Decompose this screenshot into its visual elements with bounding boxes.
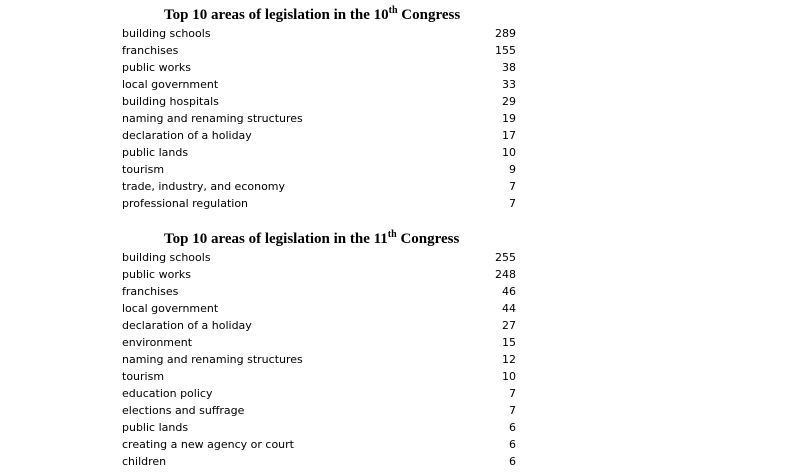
congress-10-title <box>120 5 520 25</box>
area-label: environment <box>122 336 193 349</box>
list-item <box>120 144 520 161</box>
list-item <box>120 283 520 300</box>
list-item <box>120 93 520 110</box>
area-label: building schools <box>122 251 211 264</box>
bill-count: 155 <box>495 44 516 57</box>
bill-count: 27 <box>502 319 516 332</box>
bill-count: 10 <box>502 370 516 383</box>
bill-count: 7 <box>509 180 516 193</box>
list-item <box>120 249 520 266</box>
list-item <box>120 385 520 402</box>
bill-count: 255 <box>495 251 516 264</box>
area-label: tourism <box>122 163 165 176</box>
area-label: franchises <box>122 44 179 57</box>
list-item <box>120 110 520 127</box>
bill-count: 6 <box>509 455 516 468</box>
bill-count: 289 <box>495 27 516 40</box>
area-label: public works <box>122 61 191 74</box>
bill-count: 6 <box>509 438 516 451</box>
list-item <box>120 127 520 144</box>
area-label: children <box>122 455 167 468</box>
list-item <box>120 195 520 212</box>
list-item <box>120 334 520 351</box>
bill-count: 19 <box>502 112 516 125</box>
bill-count: 15 <box>502 336 516 349</box>
bill-count: 7 <box>509 404 516 417</box>
congress-11-list <box>120 249 520 470</box>
bill-count: 7 <box>509 197 516 210</box>
congress-11-title-sup: th <box>387 229 397 240</box>
bill-count: 33 <box>502 78 516 91</box>
area-label: local government <box>122 78 219 91</box>
congress-11-section <box>120 229 520 470</box>
congress-11-title-suffix: Congress <box>396 231 460 247</box>
list-item <box>120 59 520 76</box>
list-item <box>120 178 520 195</box>
congress-10-title-sup: th <box>388 5 398 16</box>
list-item <box>120 317 520 334</box>
list-item <box>120 266 520 283</box>
area-label: local government <box>122 302 219 315</box>
area-label: building hospitals <box>122 95 219 108</box>
list-item <box>120 76 520 93</box>
bill-count: 248 <box>495 268 516 281</box>
congress-10-section <box>120 5 520 212</box>
area-label: tourism <box>122 370 165 383</box>
list-item <box>120 161 520 178</box>
bill-count: 6 <box>509 421 516 434</box>
area-label: elections and suffrage <box>122 404 245 417</box>
congress-10-title-suffix: Congress <box>397 7 461 23</box>
bill-count: 17 <box>502 129 516 142</box>
area-label: professional regulation <box>122 197 249 210</box>
congress-10-list <box>120 25 520 212</box>
area-label: naming and renaming structures <box>122 353 303 366</box>
area-label: public lands <box>122 146 189 159</box>
list-item <box>120 402 520 419</box>
bill-count: 7 <box>509 387 516 400</box>
congress-11-title <box>120 229 520 249</box>
list-item <box>120 25 520 42</box>
list-item <box>120 368 520 385</box>
bill-count: 38 <box>502 61 516 74</box>
list-item <box>120 419 520 436</box>
congress-11-title-prefix: Top 10 areas of legislation in the 11 <box>164 231 388 247</box>
area-label: public works <box>122 268 191 281</box>
area-label: building schools <box>122 27 211 40</box>
list-item <box>120 436 520 453</box>
bill-count: 12 <box>502 353 516 366</box>
bill-count: 46 <box>502 285 516 298</box>
list-item <box>120 453 520 470</box>
bill-count: 29 <box>502 95 516 108</box>
area-label: public lands <box>122 421 189 434</box>
list-item <box>120 351 520 368</box>
bill-count: 9 <box>509 163 516 176</box>
area-label: naming and renaming structures <box>122 112 303 125</box>
area-label: franchises <box>122 285 179 298</box>
area-label: declaration of a holiday <box>122 319 252 332</box>
area-label: creating a new agency or court <box>122 438 294 451</box>
list-item <box>120 300 520 317</box>
bill-count: 10 <box>502 146 516 159</box>
congress-10-title-prefix: Top 10 areas of legislation in the 10 <box>164 7 389 23</box>
area-label: education policy <box>122 387 213 400</box>
area-label: trade, industry, and economy <box>122 180 286 193</box>
bill-count: 44 <box>502 302 516 315</box>
area-label: declaration of a holiday <box>122 129 252 142</box>
list-item <box>120 42 520 59</box>
